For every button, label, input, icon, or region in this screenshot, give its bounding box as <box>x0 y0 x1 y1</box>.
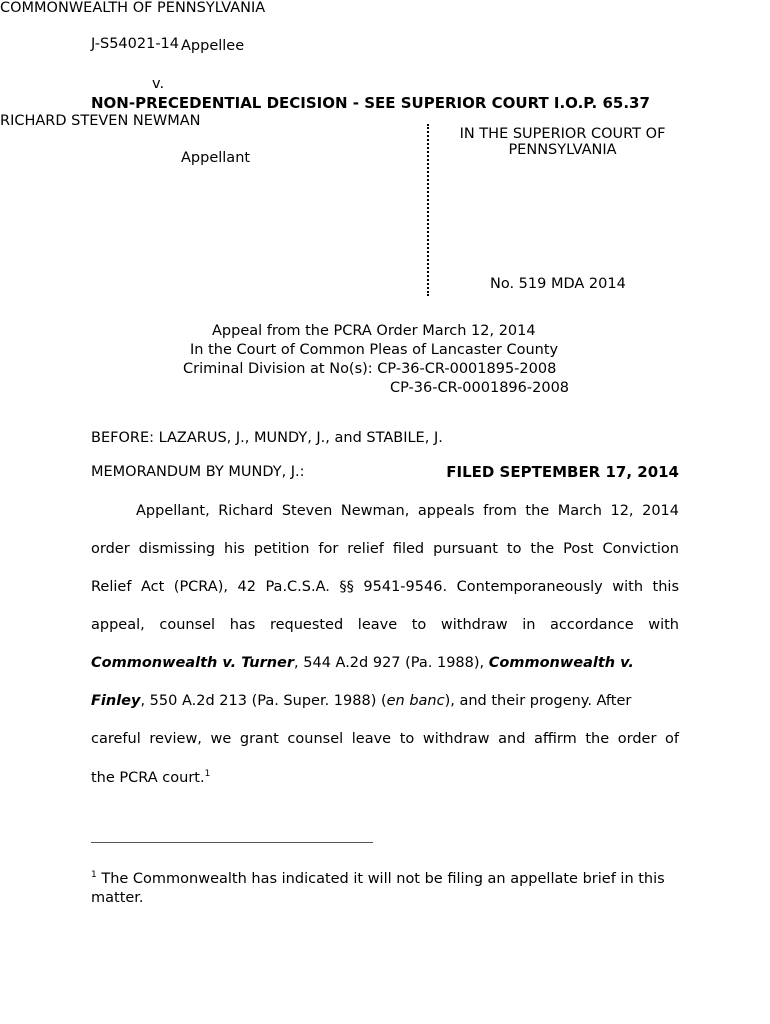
appellant-name: RICHARD STEVEN NEWMAN <box>0 113 201 129</box>
memorandum-author: MEMORANDUM BY MUNDY, J.: <box>91 464 305 480</box>
precedential-banner: NON-PRECEDENTIAL DECISION - SEE SUPERIOR COURT I.O.P. 65.37 <box>91 94 650 112</box>
appeal-line-2: In the Court of Common Pleas of Lancaster County <box>190 342 559 358</box>
appeal-line-3: Criminal Division at No(s): CP-36-CR-0001895-2008 <box>183 361 557 377</box>
court-line-1: IN THE SUPERIOR COURT OF <box>459 126 666 142</box>
en-banc: en banc <box>386 693 445 709</box>
footnote-reference[interactable]: 1 <box>204 769 211 779</box>
body-line-5: Commonwealth v. Turner, 544 A.2d 927 (Pa. 1988), Commonwealth v. <box>91 655 634 671</box>
panel-before: BEFORE: LAZARUS, J., MUNDY, J., and STABILE, J. <box>91 430 443 446</box>
court-name <box>440 126 685 158</box>
docket-id: J-S54021-14 <box>91 36 180 52</box>
filed-date: FILED SEPTEMBER 17, 2014 <box>446 463 679 481</box>
appeal-line-4: CP-36-CR-0001896-2008 <box>390 380 570 396</box>
appeal-line-1: Appeal from the PCRA Order March 12, 2014 <box>212 323 536 339</box>
body-line-1: Appellant, Richard Steven Newman, appeals from the March 12, 2014 <box>136 503 679 519</box>
body-line-4: appeal, counsel has requested leave to withdraw in accordance with <box>91 617 679 633</box>
case-citation-finley-start: Commonwealth v. <box>488 655 634 671</box>
body-line-7: careful review, we grant counsel leave to withdraw and affirm the order of <box>91 731 679 747</box>
appellee-name: COMMONWEALTH OF PENNSYLVANIA <box>0 0 266 16</box>
footnote-marker: 1 <box>91 870 97 880</box>
footnote-text: The Commonwealth has indicated it will not be filing an appellate brief in this matter. <box>91 870 665 906</box>
footnote <box>91 866 679 908</box>
body-line-3: Relief Act (PCRA), 42 Pa.C.S.A. §§ 9541-9546. Contemporaneously with this <box>91 579 679 595</box>
court-line-2: PENNSYLVANIA <box>508 142 617 158</box>
body-line-6: Finley, 550 A.2d 213 (Pa. Super. 1988) (en banc), and their progeny. After <box>91 693 632 709</box>
body-line-2: order dismissing his petition for relief filed pursuant to the Post Conviction <box>91 541 679 557</box>
case-citation-turner: Commonwealth v. Turner <box>91 655 295 671</box>
case-citation-finley-end: Finley <box>91 693 141 709</box>
footnote-separator <box>91 842 373 843</box>
caption-divider <box>427 124 429 296</box>
appellee-role: Appellee <box>181 38 245 54</box>
body-line-8: the PCRA court.$^1$ <box>91 769 211 786</box>
appellant-role: Appellant <box>181 150 251 166</box>
case-number: No. 519 MDA 2014 <box>490 276 626 292</box>
versus: v. <box>152 76 165 92</box>
